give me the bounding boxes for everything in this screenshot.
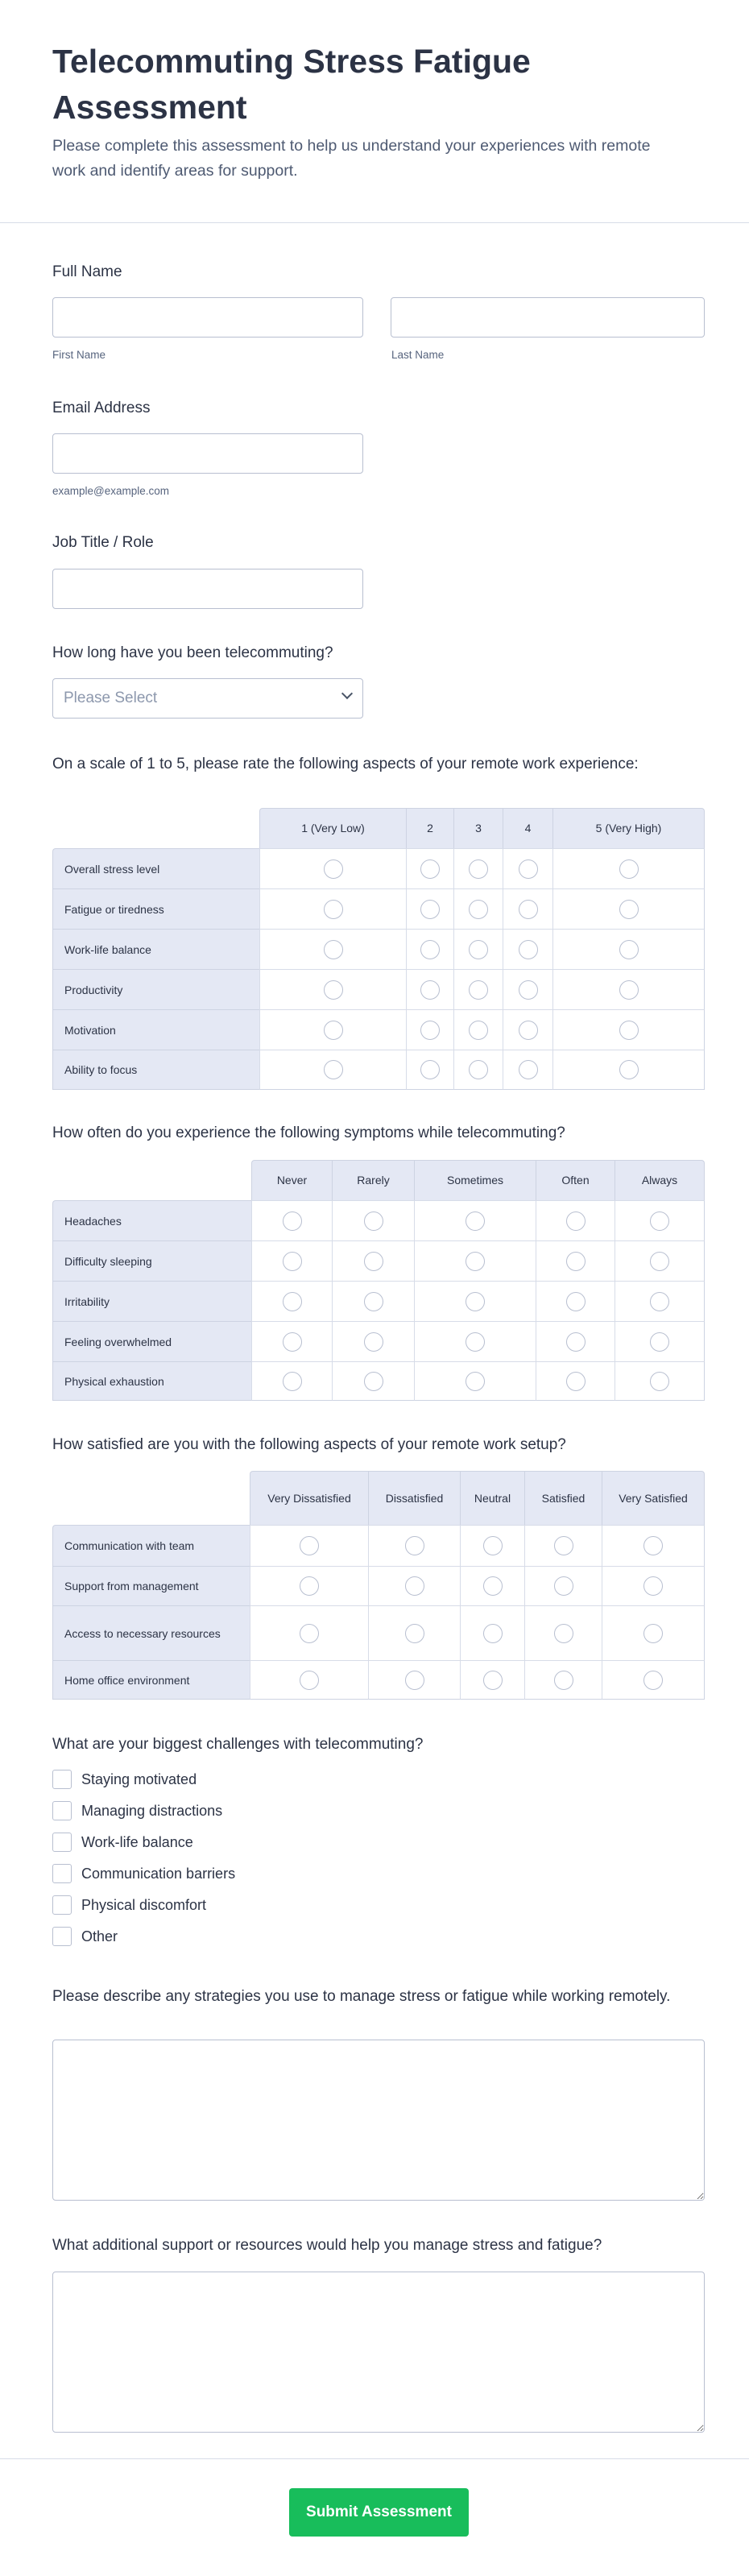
matrix-cell <box>259 929 406 969</box>
radio-button[interactable] <box>364 1372 383 1391</box>
matrix-cell <box>406 1009 453 1050</box>
radio-button[interactable] <box>643 1671 663 1690</box>
radio-button[interactable] <box>650 1252 669 1271</box>
radio-button[interactable] <box>650 1372 669 1391</box>
matrix-row <box>52 1361 705 1401</box>
radio-button[interactable] <box>300 1536 319 1555</box>
matrix-row <box>52 1009 705 1050</box>
radio-button[interactable] <box>283 1292 302 1311</box>
matrix-cell <box>259 1009 406 1050</box>
radio-button[interactable] <box>283 1252 302 1271</box>
matrix-row-label: Communication with team <box>52 1525 250 1566</box>
matrix-row-label: Productivity <box>52 969 259 1009</box>
matrix-row <box>52 1281 705 1321</box>
matrix-cell <box>503 888 552 929</box>
symptoms-question: How often do you experience the following symptoms while telecommuting? <box>52 1124 565 1141</box>
radio-button[interactable] <box>324 940 343 959</box>
matrix-column-header: 2 <box>406 808 453 848</box>
radio-button[interactable] <box>420 900 440 919</box>
footer-divider <box>0 2458 749 2459</box>
full-name-label: Full Name <box>52 263 122 280</box>
page-title: Telecommuting Stress Fatigue Assessment <box>52 43 531 126</box>
radio-button[interactable] <box>519 1060 538 1079</box>
radio-button[interactable] <box>554 1536 573 1555</box>
radio-button[interactable] <box>643 1536 663 1555</box>
matrix-cell <box>332 1200 414 1240</box>
matrix-row-label: Support from management <box>52 1566 250 1605</box>
checkbox-label: Work-life balance <box>81 1833 193 1850</box>
matrix-cell <box>251 1361 332 1401</box>
radio-button[interactable] <box>566 1372 586 1391</box>
checkbox[interactable] <box>52 1927 72 1946</box>
radio-button[interactable] <box>420 940 440 959</box>
matrix-cell <box>524 1525 602 1566</box>
matrix-row <box>52 1321 705 1361</box>
challenge-option[interactable] <box>52 1770 197 1789</box>
rating-matrix <box>52 808 705 1090</box>
radio-button[interactable] <box>324 1021 343 1040</box>
matrix-cell <box>368 1605 460 1660</box>
radio-button[interactable] <box>554 1576 573 1596</box>
matrix-cell <box>251 1200 332 1240</box>
email-label: Email Address <box>52 400 151 416</box>
matrix-row <box>52 1605 705 1660</box>
symptoms-matrix <box>52 1160 705 1401</box>
matrix-cell <box>259 848 406 888</box>
matrix-column-header: Always <box>615 1160 705 1200</box>
radio-button[interactable] <box>405 1671 424 1690</box>
radio-button[interactable] <box>643 1576 663 1596</box>
matrix-row <box>52 1050 705 1090</box>
chevron-down-icon <box>341 688 353 699</box>
matrix-row-label: Physical exhaustion <box>52 1361 251 1401</box>
matrix-column-header: Never <box>251 1160 332 1200</box>
radio-button[interactable] <box>420 980 440 1000</box>
support-question: What additional support or resources would help you manage stress and fatigue? <box>52 2237 602 2254</box>
job-title-label: Job Title / Role <box>52 534 154 551</box>
radio-button[interactable] <box>650 1292 669 1311</box>
radio-button[interactable] <box>324 859 343 879</box>
radio-button[interactable] <box>519 859 538 879</box>
radio-button[interactable] <box>300 1671 319 1690</box>
matrix-cell <box>536 1281 615 1321</box>
matrix-row-label: Headaches <box>52 1200 251 1240</box>
matrix-row-label: Overall stress level <box>52 848 259 888</box>
radio-button[interactable] <box>300 1624 319 1643</box>
radio-button[interactable] <box>324 1060 343 1079</box>
matrix-row <box>52 1566 705 1605</box>
radio-button[interactable] <box>554 1671 573 1690</box>
matrix-corner <box>52 1471 250 1525</box>
matrix-cell <box>460 1605 524 1660</box>
matrix-row-label: Irritability <box>52 1281 251 1321</box>
radio-button[interactable] <box>650 1332 669 1352</box>
radio-button[interactable] <box>283 1332 302 1352</box>
matrix-cell <box>524 1660 602 1700</box>
matrix-cell <box>536 1240 615 1281</box>
radio-button[interactable] <box>420 1060 440 1079</box>
radio-button[interactable] <box>466 1372 485 1391</box>
matrix-cell <box>332 1361 414 1401</box>
matrix-row-label: Difficulty sleeping <box>52 1240 251 1281</box>
matrix-cell <box>503 848 552 888</box>
matrix-cell <box>414 1281 536 1321</box>
radio-button[interactable] <box>566 1292 586 1311</box>
radio-button[interactable] <box>469 940 488 959</box>
challenge-option[interactable] <box>52 1927 118 1946</box>
last-name-sublabel: Last Name <box>391 349 445 361</box>
matrix-cell <box>615 1321 705 1361</box>
radio-button[interactable] <box>519 1021 538 1040</box>
first-name-input[interactable] <box>52 297 363 338</box>
challenge-option[interactable] <box>52 1895 206 1915</box>
matrix-cell <box>615 1361 705 1401</box>
matrix-cell <box>406 848 453 888</box>
matrix-cell <box>552 848 705 888</box>
radio-button[interactable] <box>619 940 639 959</box>
radio-button[interactable] <box>466 1292 485 1311</box>
radio-button[interactable] <box>483 1576 503 1596</box>
radio-button[interactable] <box>420 859 440 879</box>
matrix-cell <box>552 1009 705 1050</box>
radio-button[interactable] <box>483 1536 503 1555</box>
matrix-cell <box>615 1200 705 1240</box>
radio-button[interactable] <box>619 980 639 1000</box>
matrix-cell <box>250 1605 368 1660</box>
matrix-cell <box>259 969 406 1009</box>
matrix-cell <box>368 1525 460 1566</box>
matrix-cell <box>503 1050 552 1090</box>
checkbox-label: Communication barriers <box>81 1865 236 1882</box>
matrix-column-header: Dissatisfied <box>368 1471 460 1525</box>
radio-button[interactable] <box>405 1624 424 1643</box>
matrix-cell <box>332 1281 414 1321</box>
matrix-cell <box>460 1660 524 1700</box>
matrix-row <box>52 848 705 888</box>
matrix-cell <box>615 1240 705 1281</box>
header-divider <box>0 222 749 223</box>
matrix-cell <box>602 1566 705 1605</box>
matrix-cell <box>259 1050 406 1090</box>
radio-button[interactable] <box>466 1211 485 1231</box>
radio-button[interactable] <box>466 1332 485 1352</box>
radio-button[interactable] <box>364 1292 383 1311</box>
duration-selected-value: Please Select <box>64 690 158 706</box>
matrix-cell <box>602 1525 705 1566</box>
radio-button[interactable] <box>364 1252 383 1271</box>
matrix-cell <box>406 929 453 969</box>
matrix-cell <box>503 1009 552 1050</box>
last-name-input[interactable] <box>391 297 705 338</box>
challenges-question: What are your biggest challenges with telecommuting? <box>52 1736 424 1753</box>
matrix-cell <box>536 1321 615 1361</box>
checkbox[interactable] <box>52 1895 72 1915</box>
matrix-cell <box>250 1566 368 1605</box>
radio-button[interactable] <box>483 1671 503 1690</box>
checkbox-label: Staying motivated <box>81 1770 197 1787</box>
duration-select[interactable] <box>52 678 363 719</box>
radio-button[interactable] <box>469 859 488 879</box>
email-sublabel: example@example.com <box>52 485 170 497</box>
checkbox[interactable] <box>52 1801 72 1820</box>
strategies-question: Please describe any strategies you use to manage stress or fatigue while working remotely. <box>52 1988 671 2005</box>
matrix-cell <box>552 929 705 969</box>
matrix-cell <box>552 1050 705 1090</box>
radio-button[interactable] <box>566 1252 586 1271</box>
matrix-column-header: 3 <box>453 808 503 848</box>
matrix-column-header: Neutral <box>460 1471 524 1525</box>
matrix-column-header: Very Satisfied <box>602 1471 705 1525</box>
radio-button[interactable] <box>619 900 639 919</box>
radio-button[interactable] <box>519 940 538 959</box>
matrix-row <box>52 888 705 929</box>
email-input[interactable] <box>52 433 363 474</box>
matrix-cell <box>615 1281 705 1321</box>
satisfaction-matrix <box>52 1471 705 1700</box>
challenge-option[interactable] <box>52 1833 193 1852</box>
radio-button[interactable] <box>466 1252 485 1271</box>
matrix-cell <box>414 1361 536 1401</box>
checkbox-label: Physical discomfort <box>81 1896 207 1913</box>
matrix-cell <box>536 1200 615 1240</box>
matrix-cell <box>414 1321 536 1361</box>
matrix-row-label: Motivation <box>52 1009 259 1050</box>
matrix-row-label: Fatigue or tiredness <box>52 888 259 929</box>
radio-button[interactable] <box>283 1211 302 1231</box>
radio-button[interactable] <box>405 1576 424 1596</box>
matrix-column-header: 5 (Very High) <box>552 808 705 848</box>
first-name-sublabel: First Name <box>52 349 106 361</box>
challenge-option[interactable] <box>52 1801 222 1820</box>
matrix-cell <box>524 1566 602 1605</box>
matrix-cell <box>503 929 552 969</box>
matrix-row-label: Work-life balance <box>52 929 259 969</box>
radio-button[interactable] <box>619 1060 639 1079</box>
matrix-row <box>52 929 705 969</box>
matrix-cell <box>251 1281 332 1321</box>
matrix-row <box>52 1525 705 1566</box>
radio-button[interactable] <box>519 900 538 919</box>
matrix-cell <box>460 1566 524 1605</box>
matrix-cell <box>453 888 503 929</box>
matrix-cell <box>368 1660 460 1700</box>
radio-button[interactable] <box>566 1332 586 1352</box>
matrix-row <box>52 1200 705 1240</box>
radio-button[interactable] <box>619 859 639 879</box>
rating-question: On a scale of 1 to 5, please rate the following aspects of your remote work experience: <box>52 756 639 772</box>
radio-button[interactable] <box>364 1211 383 1231</box>
matrix-cell <box>552 969 705 1009</box>
matrix-column-header: Sometimes <box>414 1160 536 1200</box>
satisfaction-question: How satisfied are you with the following aspects of your remote work setup? <box>52 1436 566 1453</box>
checkbox[interactable] <box>52 1833 72 1852</box>
matrix-cell <box>332 1240 414 1281</box>
radio-button[interactable] <box>643 1624 663 1643</box>
matrix-cell <box>453 929 503 969</box>
matrix-column-header: Very Dissatisfied <box>250 1471 368 1525</box>
matrix-column-header: Rarely <box>332 1160 414 1200</box>
matrix-cell <box>453 969 503 1009</box>
radio-button[interactable] <box>519 980 538 1000</box>
radio-button[interactable] <box>469 980 488 1000</box>
matrix-column-header: 1 (Very Low) <box>259 808 406 848</box>
matrix-cell <box>259 888 406 929</box>
checkbox[interactable] <box>52 1864 72 1883</box>
matrix-cell <box>250 1525 368 1566</box>
matrix-cell <box>414 1200 536 1240</box>
radio-button[interactable] <box>650 1211 669 1231</box>
matrix-cell <box>602 1605 705 1660</box>
matrix-cell <box>453 1050 503 1090</box>
page-subtitle: Please complete this assessment to help us understand your experiences with remote work and identify areas for support. <box>52 137 651 180</box>
matrix-row <box>52 1660 705 1700</box>
radio-button[interactable] <box>324 980 343 1000</box>
matrix-row-label: Feeling overwhelmed <box>52 1321 251 1361</box>
radio-button[interactable] <box>405 1536 424 1555</box>
support-textarea[interactable] <box>52 2272 705 2433</box>
checkbox-label: Other <box>81 1928 118 1944</box>
radio-button[interactable] <box>469 1060 488 1079</box>
matrix-cell <box>414 1240 536 1281</box>
matrix-column-header: Often <box>536 1160 615 1200</box>
matrix-cell <box>368 1566 460 1605</box>
matrix-row-label: Access to necessary resources <box>52 1605 250 1660</box>
radio-button[interactable] <box>324 900 343 919</box>
matrix-cell <box>453 1009 503 1050</box>
matrix-cell <box>250 1660 368 1700</box>
radio-button[interactable] <box>300 1576 319 1596</box>
radio-button[interactable] <box>283 1372 302 1391</box>
radio-button[interactable] <box>364 1332 383 1352</box>
matrix-cell <box>406 969 453 1009</box>
matrix-cell <box>602 1660 705 1700</box>
matrix-cell <box>406 888 453 929</box>
radio-button[interactable] <box>420 1021 440 1040</box>
matrix-cell <box>406 1050 453 1090</box>
radio-button[interactable] <box>566 1211 586 1231</box>
checkbox[interactable] <box>52 1770 72 1789</box>
matrix-corner <box>52 1160 251 1200</box>
strategies-textarea[interactable] <box>52 2040 705 2201</box>
matrix-cell <box>536 1361 615 1401</box>
matrix-row-label: Ability to focus <box>52 1050 259 1090</box>
matrix-cell <box>524 1605 602 1660</box>
matrix-cell <box>460 1525 524 1566</box>
challenge-option[interactable] <box>52 1864 235 1883</box>
job-title-input[interactable] <box>52 569 363 609</box>
radio-button[interactable] <box>619 1021 639 1040</box>
matrix-cell <box>453 848 503 888</box>
matrix-cell <box>332 1321 414 1361</box>
radio-button[interactable] <box>483 1624 503 1643</box>
checkbox-label: Managing distractions <box>81 1802 223 1819</box>
matrix-row <box>52 969 705 1009</box>
duration-label: How long have you been telecommuting? <box>52 644 333 661</box>
matrix-cell <box>251 1240 332 1281</box>
matrix-cell <box>251 1321 332 1361</box>
matrix-column-header: Satisfied <box>524 1471 602 1525</box>
matrix-cell <box>503 969 552 1009</box>
radio-button[interactable] <box>469 1021 488 1040</box>
matrix-row-label: Home office environment <box>52 1660 250 1700</box>
matrix-cell <box>552 888 705 929</box>
matrix-row <box>52 1240 705 1281</box>
matrix-corner <box>52 808 259 848</box>
submit-button[interactable]: Submit Assessment <box>289 2488 469 2537</box>
radio-button[interactable] <box>469 900 488 919</box>
matrix-column-header: 4 <box>503 808 552 848</box>
radio-button[interactable] <box>554 1624 573 1643</box>
